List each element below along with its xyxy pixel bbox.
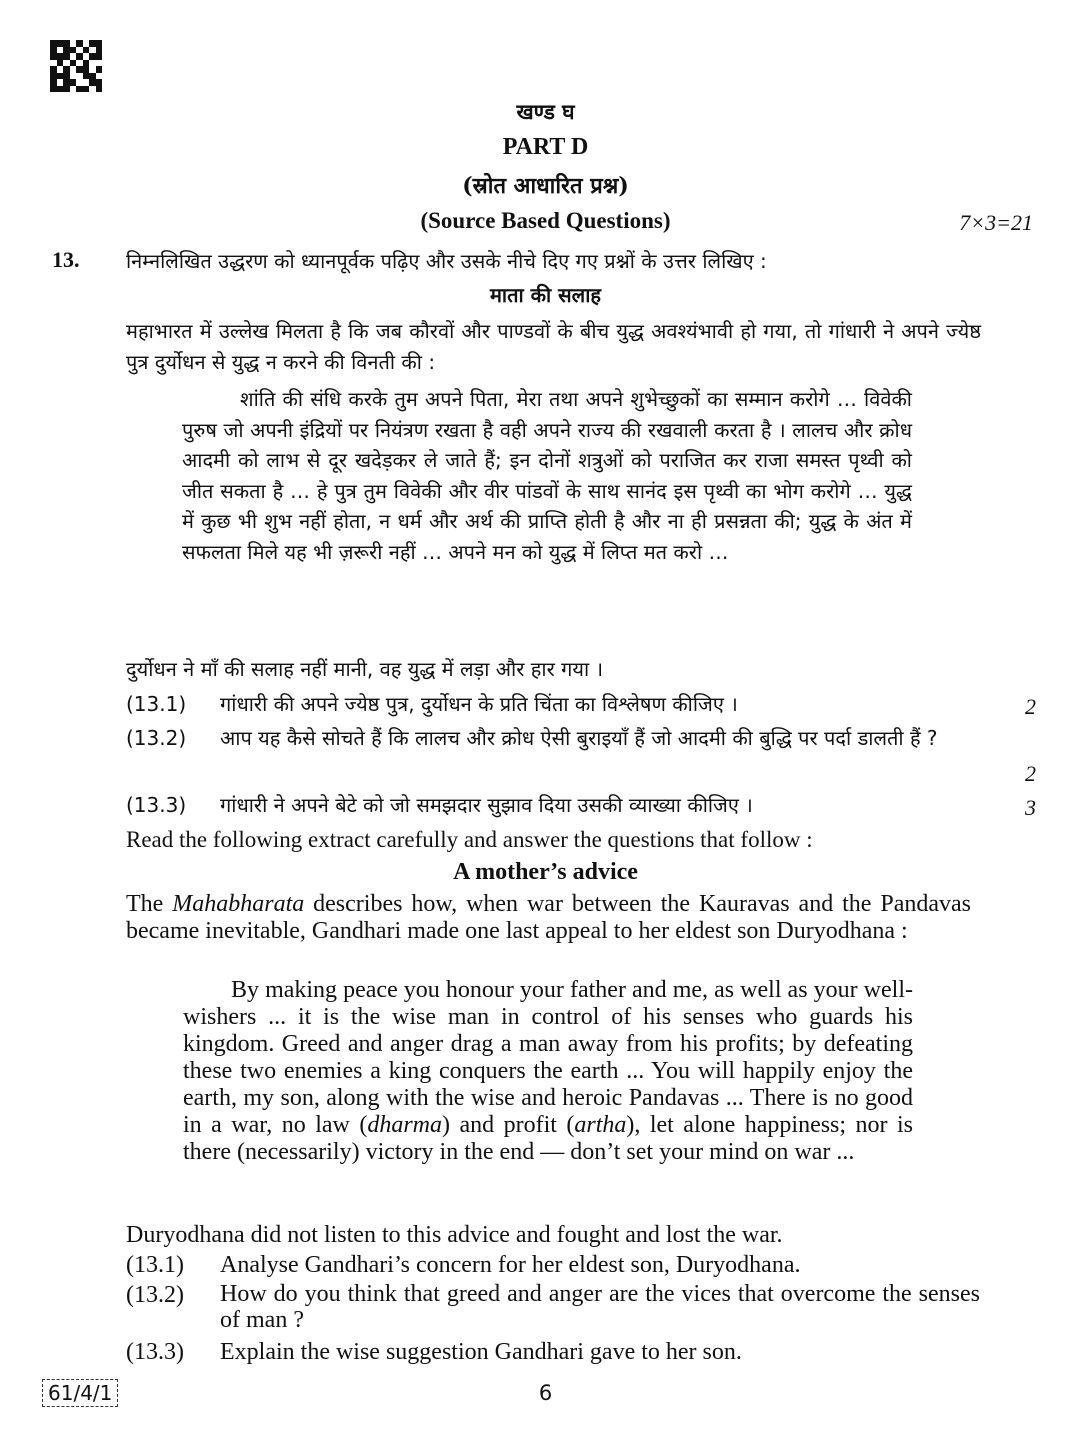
quote-part: ) and profit ( xyxy=(442,1112,575,1138)
english-extract-title: A mother’s advice xyxy=(453,859,638,885)
subquestion-marks: 3 xyxy=(1025,795,1036,820)
english-subquestion-2 xyxy=(126,1281,1036,1337)
hindi-outro: दुर्योधन ने माँ की सलाह नहीं मानी, वह युद्ध में लड़ा और हार गया । xyxy=(126,657,604,681)
quote-part: By making peace you honour your father and me, as well as your well-wishers ... it is the wise man in control of his senses who guards his kingdom. Greed and anger drag a man away from his profits; by defeating these two enemies a king conquers the earth ... You will happily enjoy the earth, my son, along with the wise and heroic Pandavas ... There is no good in a war, no law ( xyxy=(183,977,913,1138)
english-intro xyxy=(126,891,971,945)
hindi-subquestion-1 xyxy=(126,689,1036,721)
quote-italic-dharma: dharma xyxy=(367,1112,442,1138)
english-instruction: Read the following extract carefully and answer the questions that follow : xyxy=(126,827,813,852)
subquestion-text: Analyse Gandhari’s concern for her eldest son, Duryodhana. xyxy=(220,1252,801,1278)
paper-code: 61/4/1 xyxy=(42,1379,118,1407)
intro-italic-title: Mahabharata xyxy=(172,891,305,917)
section-title-english: PART D xyxy=(502,134,589,160)
subquestion-text: गांधारी ने अपने बेटे को जो समझदार सुझाव दिया उसकी व्याख्या कीजिए । xyxy=(220,793,753,817)
hindi-extract-title: माता की सलाह xyxy=(489,283,602,307)
section-subtitle-hindi: (स्रोत आधारित प्रश्न) xyxy=(462,173,629,199)
intro-suffix: describes how, when war between the Kauravas and the Pandavas became inevitable, Gandhari made one last appeal to her eldest son Duryodhana : xyxy=(126,891,971,944)
english-subquestion-3 xyxy=(126,1338,1036,1367)
hindi-subquestion-3 xyxy=(126,790,1036,822)
quote-part: ), let alone happiness; nor is there (necessarily) victory in the end — don’t set your mind on war ... xyxy=(183,1112,914,1165)
subquestion-marks: 2 xyxy=(1025,761,1036,786)
hindi-quote: शांति की संधि करके तुम अपने पिता, मेरा तथा अपने शुभेच्छुकों का सम्मान करोगे … विवेकी पुरुष जो अपनी इंद्रियों पर नियंत्रण रखता है वही अपने राज्य की रखवाली करता है । लालच और क्रोध आदमी को लाभ से दूर खदेड़कर ले जाते हैं; इन दोनों शत्रुओं को पराजित कर राजा समस्त पृथ्वी को जीत सकता है … हे पुत्र तुम विवेकी और वीर पांडवों के साथ सानंद इस पृथ्वी का भोग करोगे … युद्ध में कुछ भी शुभ नहीं होता, न धर्म और अर्थ की प्राप्ति होती है और ना ही प्रसन्नता की; युद्ध के अंत में सफलता मिले यह भी ज़रूरी नहीं … अपने मन को युद्ध में लिप्त मत करो … xyxy=(182,387,912,564)
question-number: 13. xyxy=(52,247,80,272)
quote-italic-artha: artha xyxy=(574,1112,627,1138)
subquestion-text: गांधारी की अपने ज्येष्ठ पुत्र, दुर्योधन के प्रति चिंता का विश्लेषण कीजिए । xyxy=(220,692,738,716)
english-outro: Duryodhana did not listen to this advice and fought and lost the war. xyxy=(126,1222,783,1248)
hindi-intro: महाभारत में उल्लेख मिलता है कि जब कौरवों और पाण्डवों के बीच युद्ध अवश्यंभावी हो गया, तो गांधारी ने अपने ज्येष्ठ पुत्र दुर्योधन से युद्ध न करने की विनती की : xyxy=(126,319,981,374)
subquestion-number: (13.1) xyxy=(126,1252,184,1278)
hindi-instruction: निम्नलिखित उद्धरण को ध्यानपूर्वक पढ़िए और उसके नीचे दिए गए प्रश्नों के उत्तर लिखिए : xyxy=(126,249,767,273)
subquestion-number: (13.2) xyxy=(126,726,187,750)
english-subquestion-1 xyxy=(126,1251,1036,1280)
subquestion-marks: 2 xyxy=(1025,694,1036,719)
english-quote xyxy=(183,977,913,1166)
subquestion-number: (13.1) xyxy=(126,692,187,716)
section-subtitle-english: (Source Based Questions) xyxy=(420,208,671,233)
total-marks: 7×3=21 xyxy=(959,210,1033,235)
hindi-subquestion-2 xyxy=(126,723,1036,787)
subquestion-text: How do you think that greed and anger are the vices that overcome the senses of man ? xyxy=(220,1281,980,1333)
subquestion-number: (13.3) xyxy=(126,793,187,817)
page-number: 6 xyxy=(538,1381,553,1405)
section-title-hindi: खण्ड घ xyxy=(516,99,575,124)
subquestion-number: (13.3) xyxy=(126,1339,184,1365)
subquestion-number: (13.2) xyxy=(126,1282,184,1308)
qr-code xyxy=(50,40,102,92)
subquestion-text: Explain the wise suggestion Gandhari gave to her son. xyxy=(220,1339,742,1365)
subquestion-text: आप यह कैसे सोचते हैं कि लालच और क्रोध ऐसी बुराइयाँ हैं जो आदमी की बुद्धि पर पर्दा डालती हैं ? xyxy=(220,726,938,750)
intro-prefix: The xyxy=(126,891,173,917)
